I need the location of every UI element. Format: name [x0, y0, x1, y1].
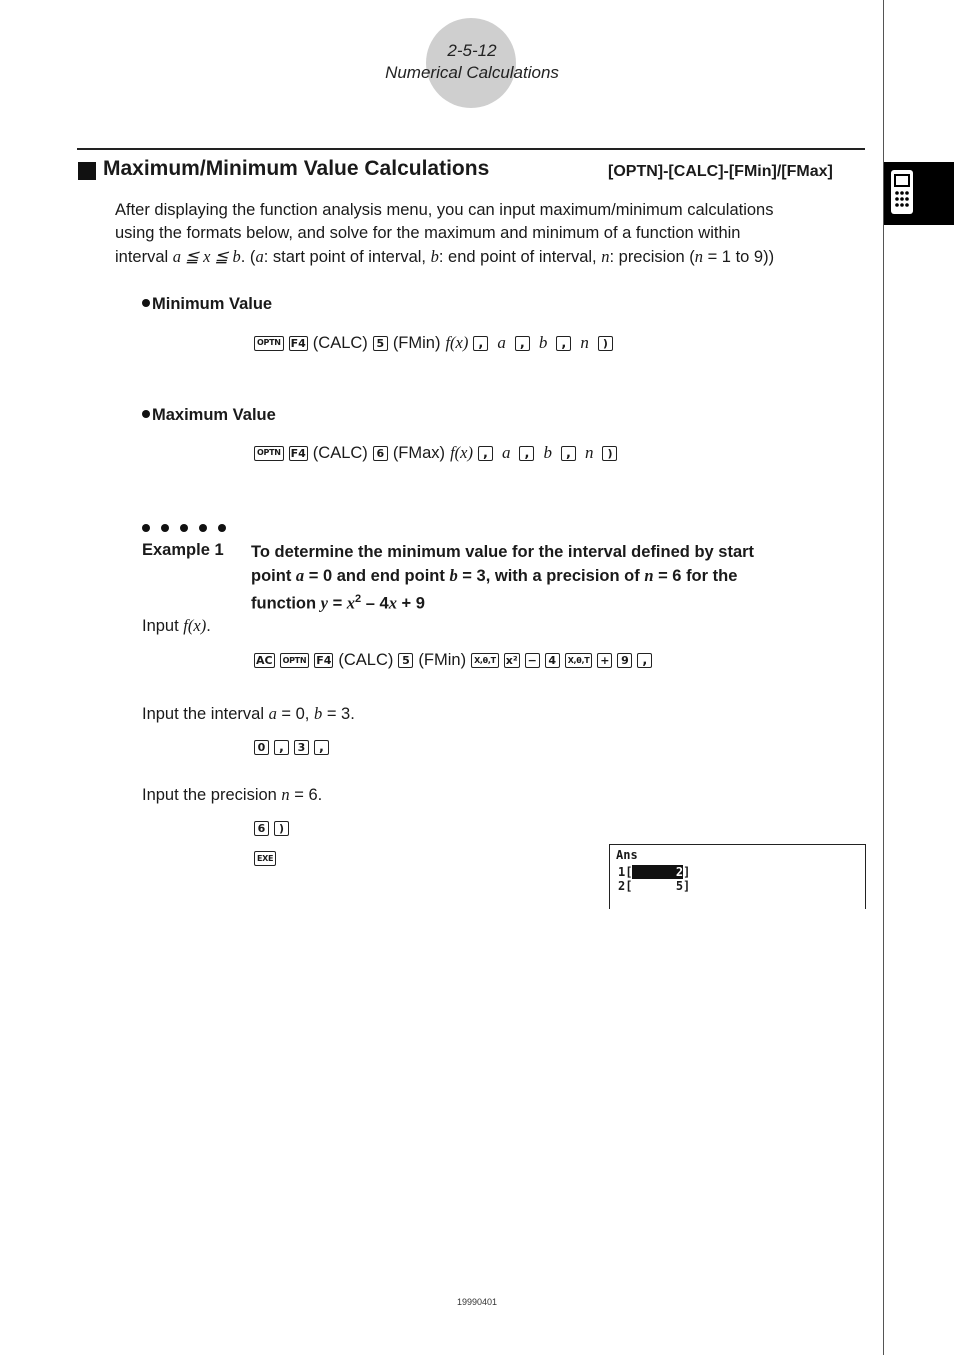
- close-paren-key: ): [598, 336, 613, 351]
- maximum-keystrokes: [254, 443, 617, 463]
- step3-instruction: Input the precision n = 6.: [142, 785, 323, 804]
- selected-cell: 2: [632, 865, 683, 879]
- step2-instruction: Input the interval a = 0, b = 3.: [142, 704, 355, 723]
- var-a: a: [497, 333, 506, 352]
- key-caption: (FMin): [418, 651, 467, 669]
- six-key: 6: [254, 821, 269, 836]
- x-theta-t-key: X,θ,T: [471, 653, 499, 668]
- comma-key: ,: [274, 740, 289, 755]
- calculator-icon: [888, 168, 920, 218]
- footer-code: 19990401: [457, 1297, 498, 1307]
- var-b: b: [538, 333, 548, 352]
- step2-keystrokes: [254, 740, 329, 755]
- optn-key: OPTN: [280, 653, 310, 668]
- comma-key: ,: [637, 653, 652, 668]
- optn-key: OPTN: [254, 446, 284, 461]
- comma-key: ,: [314, 740, 329, 755]
- ac-key: AC: [256, 654, 273, 667]
- comma-key: ,: [515, 336, 530, 351]
- var-n: n: [584, 443, 594, 462]
- comma-key: ,: [478, 446, 493, 461]
- comma-key: ,: [556, 336, 571, 351]
- page-title: Maximum/Minimum Value Calculations: [103, 157, 490, 180]
- example-description: To determine the minimum value for the interval defined by start point a = 0 and end point b = 3, with a precision of n = 6 for the function $y = x^2 - 4x + 9$: [251, 543, 755, 613]
- chapter-tab: [884, 162, 954, 225]
- six-key: 6: [373, 446, 388, 461]
- step3-exe-keystroke: [254, 851, 276, 866]
- key-caption: (CALC): [312, 443, 368, 462]
- comma-key: ,: [473, 336, 488, 351]
- example-dots-divider: [142, 524, 226, 532]
- four-key: 4: [545, 653, 560, 668]
- exe-key: EXE: [254, 851, 276, 866]
- x-theta-t-key: X,θ,T: [565, 653, 593, 668]
- f4-key: F4: [290, 336, 306, 350]
- f4-key: F4: [316, 654, 332, 667]
- close-paren-key: ): [274, 821, 289, 836]
- close-paren-key: ): [602, 446, 617, 461]
- var-a: a: [501, 443, 511, 462]
- key-caption: (FMin): [392, 333, 441, 352]
- key-caption: (CALC): [312, 333, 368, 352]
- step1-keystrokes: [254, 651, 652, 670]
- bullet-icon: [142, 410, 150, 418]
- minus-key: −: [525, 653, 540, 668]
- section-rule: [77, 148, 865, 150]
- minimum-heading: Minimum Value: [142, 295, 272, 314]
- intro-line: After displaying the function analysis menu, you can input maximum/minimum calculations: [115, 201, 774, 219]
- fx-label: f(x): [450, 443, 473, 462]
- five-key: 5: [398, 653, 413, 668]
- optn-key: OPTN: [254, 336, 284, 351]
- screen-ans-label: Ans: [616, 848, 638, 862]
- key-caption: (CALC): [338, 651, 394, 669]
- key-caption: (FMax): [392, 443, 446, 462]
- f4-key: F4: [290, 446, 306, 460]
- minimum-keystrokes: [254, 333, 613, 353]
- matrix-row: 1[ 2]: [618, 865, 691, 879]
- x-squared-key: x²: [505, 654, 518, 667]
- step3-keystrokes: [254, 821, 289, 836]
- comma-key: ,: [561, 446, 576, 461]
- zero-key: 0: [254, 740, 269, 755]
- maximum-heading: Maximum Value: [142, 406, 276, 425]
- example-label: Example 1: [142, 541, 224, 559]
- nine-key: 9: [617, 653, 632, 668]
- menu-keypath: [OPTN]-[CALC]-[FMin]/[FMax]: [608, 163, 833, 180]
- comma-key: ,: [519, 446, 534, 461]
- section-square-marker: [78, 162, 96, 180]
- page-header: [330, 40, 614, 84]
- calculator-screen: [609, 844, 866, 909]
- page-number: 2-5-12: [447, 41, 497, 60]
- var-n: n: [580, 333, 589, 352]
- fx-label: f(x): [445, 333, 469, 352]
- matrix-row: 2[ 5]: [618, 879, 691, 893]
- intro-line: using the formats below, and solve for the maximum and minimum of a function within: [115, 224, 741, 242]
- step1-instruction: Input f(x).: [142, 616, 211, 635]
- plus-key: +: [597, 653, 612, 668]
- var-b: b: [543, 443, 552, 462]
- three-key: 3: [294, 740, 309, 755]
- intro-line: interval a ≦ x ≦ b. (a: start point of interval, b: end point of interval, n: precision (n = 1 to 9)): [115, 247, 775, 266]
- five-key: 5: [373, 336, 388, 351]
- intro-paragraph: [115, 199, 855, 269]
- section-title: Numerical Calculations: [385, 63, 559, 82]
- bullet-icon: [142, 299, 150, 307]
